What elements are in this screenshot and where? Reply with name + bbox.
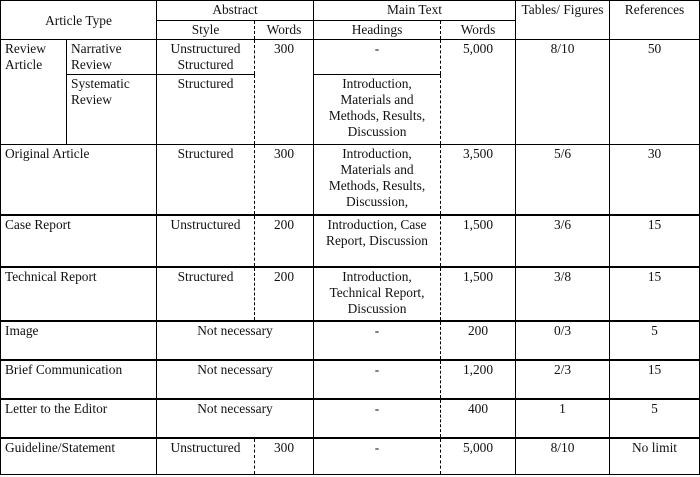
abstract-words-case: 200: [255, 215, 314, 267]
tables-figures-image: 0/3: [516, 321, 610, 360]
references-technical: 15: [610, 267, 700, 321]
article-type-brief: Brief Communication: [1, 360, 157, 399]
article-type-review: Review Article: [1, 40, 67, 145]
headings-case: Introduction, Case Report, Discussion: [314, 215, 441, 267]
tables-figures-original: 5/6: [516, 145, 610, 215]
header-headings: Headings: [314, 21, 441, 40]
tables-figures-case: 3/6: [516, 215, 610, 267]
headings-image: -: [314, 321, 441, 360]
headings-guideline: -: [314, 438, 441, 475]
style-original: Structured: [157, 145, 255, 215]
main-words-technical: 1,500: [441, 267, 516, 321]
references-brief: 15: [610, 360, 700, 399]
headings-technical: Introduction, Technical Report, Discussion: [314, 267, 441, 321]
references-guideline: No limit: [610, 438, 700, 475]
style-narrative: Unstructured Structured: [157, 40, 255, 75]
abstract-words-technical: 200: [255, 267, 314, 321]
references-case: 15: [610, 215, 700, 267]
table-row-image: [1, 321, 700, 360]
header-article-type: Article Type: [1, 1, 157, 40]
main-words-review: 5,000: [441, 40, 516, 145]
references-letter: 5: [610, 399, 700, 438]
tables-figures-technical: 3/8: [516, 267, 610, 321]
main-words-guideline: 5,000: [441, 438, 516, 475]
tables-figures-brief: 2/3: [516, 360, 610, 399]
tables-figures-review: 8/10: [516, 40, 610, 145]
abstract-image: Not necessary: [157, 321, 314, 360]
table-row-letter: [1, 399, 700, 438]
table-row-brief-communication: [1, 360, 700, 399]
table-row-guideline: [1, 438, 700, 475]
header-main-words: Words: [441, 21, 516, 40]
abstract-brief: Not necessary: [157, 360, 314, 399]
tables-figures-guideline: 8/10: [516, 438, 610, 475]
article-type-case: Case Report: [1, 215, 157, 267]
main-words-letter: 400: [441, 399, 516, 438]
headings-brief: -: [314, 360, 441, 399]
tables-figures-letter: 1: [516, 399, 610, 438]
header-tables-figures: Tables/ Figures: [516, 1, 610, 40]
abstract-words-review: 300: [255, 40, 314, 145]
headings-letter: -: [314, 399, 441, 438]
style-case: Unstructured: [157, 215, 255, 267]
header-abstract: Abstract: [157, 1, 314, 21]
abstract-words-guideline: 300: [255, 438, 314, 475]
article-type-image: Image: [1, 321, 157, 360]
references-review: 50: [610, 40, 700, 145]
article-type-original: Original Article: [1, 145, 157, 215]
main-words-image: 200: [441, 321, 516, 360]
main-words-brief: 1,200: [441, 360, 516, 399]
table-row-case-report: [1, 215, 700, 267]
main-words-case: 1,500: [441, 215, 516, 267]
article-type-technical: Technical Report: [1, 267, 157, 321]
article-type-letter: Letter to the Editor: [1, 399, 157, 438]
subtype-systematic: Systematic Review: [67, 75, 157, 145]
abstract-words-original: 300: [255, 145, 314, 215]
subtype-narrative: Narrative Review: [67, 40, 157, 75]
header-words: Words: [255, 21, 314, 40]
headings-systematic: Introduction, Materials and Methods, Results, Discussion: [314, 75, 441, 145]
style-guideline: Unstructured: [157, 438, 255, 475]
references-original: 30: [610, 145, 700, 215]
references-image: 5: [610, 321, 700, 360]
header-row-1: [1, 1, 700, 21]
table-row-original: [1, 145, 700, 215]
headings-original: Introduction, Materials and Methods, Results, Discussion,: [314, 145, 441, 215]
header-main-text: Main Text: [314, 1, 516, 21]
article-type-guideline: Guideline/Statement: [1, 438, 157, 475]
headings-narrative: -: [314, 40, 441, 75]
style-technical: Structured: [157, 267, 255, 321]
main-words-original: 3,500: [441, 145, 516, 215]
style-systematic: Structured: [157, 75, 255, 145]
abstract-letter: Not necessary: [157, 399, 314, 438]
header-style: Style: [157, 21, 255, 40]
table-row-technical-report: [1, 267, 700, 321]
header-references: References: [610, 1, 700, 40]
table-row-review-narrative: [1, 40, 700, 75]
